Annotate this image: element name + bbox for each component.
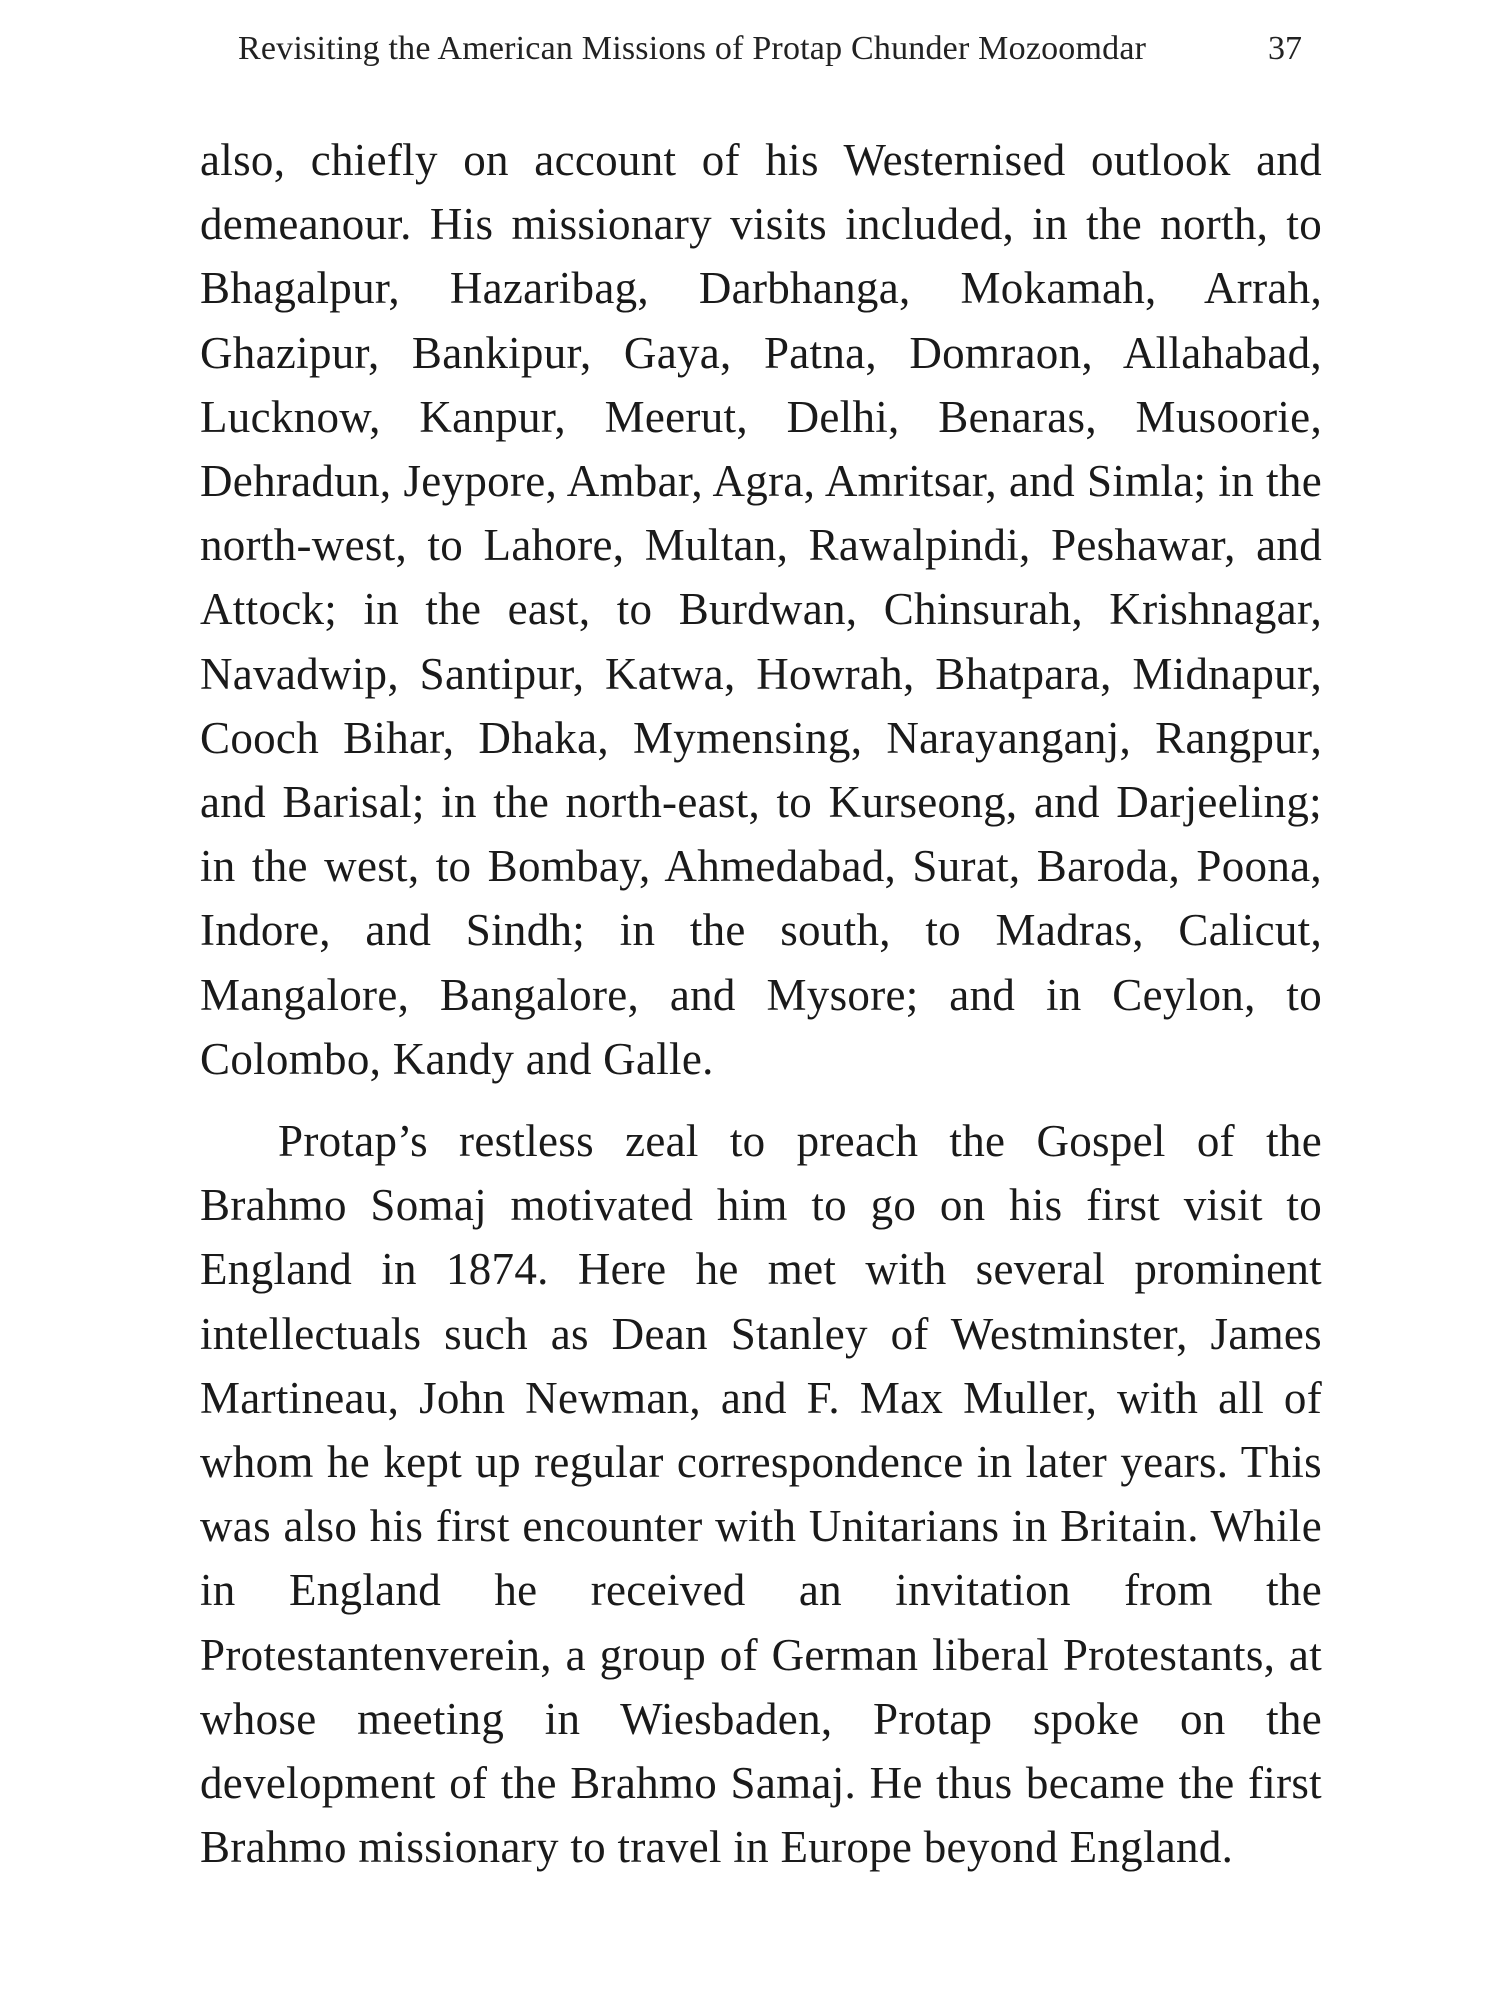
running-head [238,24,1302,74]
paragraph-england-visit: Protap’s restless zeal to preach the Gospel of the Brahmo Somaj motivated him to go on his first visit to England in 1874. Here he met with several prominent intellectuals such as Dean Stanley of Westminster, James Martineau, John Newman, and F. Max Muller, with all of whom he kept up regular correspondence in later years. This was also his first encounter with Unitarians in Britain. While in England he received an invitation from the Protestantenverein, a group of German liberal Protestants, at whose meeting in Wiesbaden, Protap spoke on the development of the Brahmo Samaj. He thus became the first Brahmo missionary to travel in Europe beyond England. [200,1116,1322,1873]
body-text [200,128,1322,1879]
running-title: Revisiting the American Missions of Protap Chunder Mozoomdar [238,30,1147,67]
paragraph-missionary-visits: also, chiefly on account of his Westernised outlook and demeanour. His missionary visits included, in the north, to Bhagalpur, Hazaribag, Darbhanga, Mokamah, Arrah, Ghazipur, Bankipur, Gaya, Patna, Domraon, Allahabad, Lucknow, Kanpur, Meerut, Delhi, Benaras, Musoorie, Dehradun, Jeypore, Ambar, Agra, Amritsar, and Simla; in the north-west, to Lahore, Multan, Rawalpindi, Peshawar, and Attock; in the east, to Burdwan, Chinsurah, Krishnagar, Navadwip, Santipur, Katwa, Howrah, Bhatpara, Midnapur, Cooch Bihar, Dhaka, Mymensing, Narayanganj, Rangpur, and Barisal; in the north-east, to Kurseong, and Darjeeling; in the west, to Bombay, Ahmedabad, Surat, Baroda, Poona, Indore, and Sindh; in the south, to Madras, Calicut, Mangalore, Bangalore, and Mysore; and in Ceylon, to Colombo, Kandy and Galle. [200,135,1322,1084]
page-number: 37 [1268,30,1302,67]
